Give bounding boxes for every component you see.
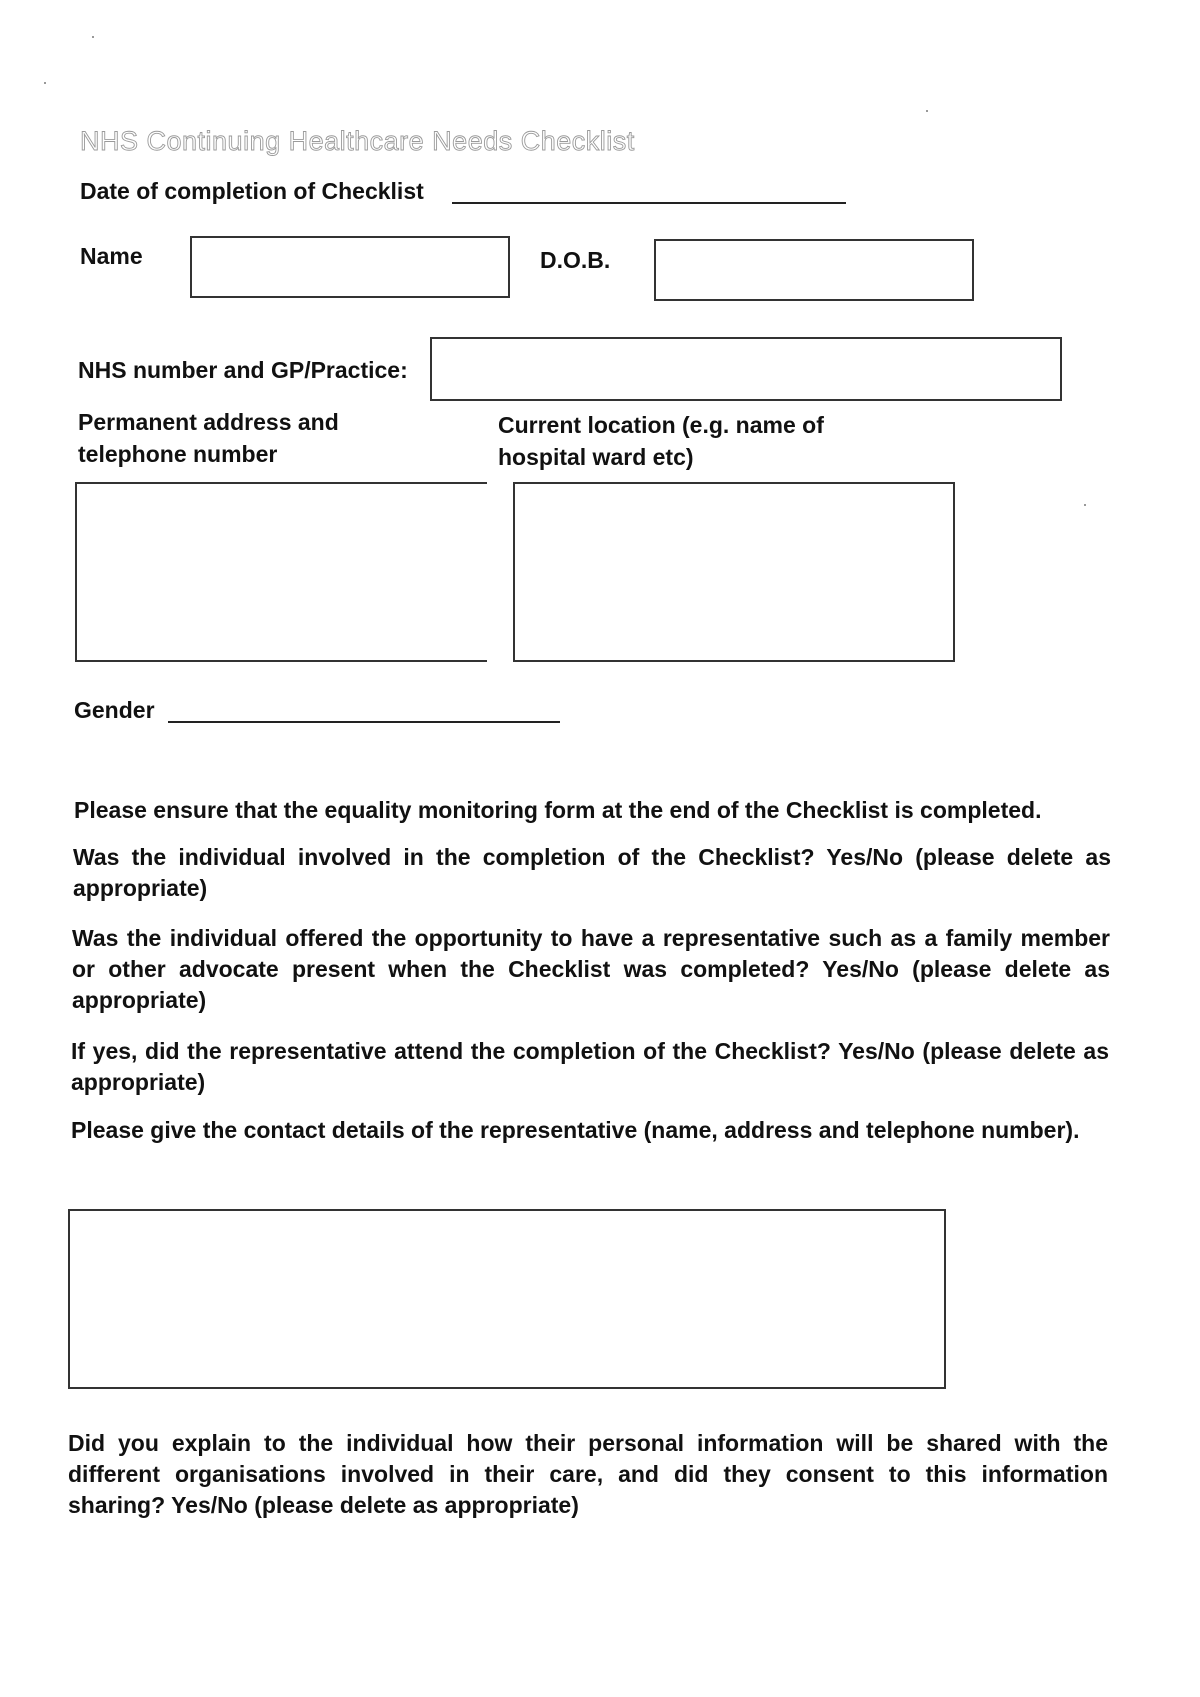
location-label-line2: hospital ward etc) xyxy=(498,444,694,470)
representative-contact-field[interactable] xyxy=(68,1209,946,1389)
page-title: NHS Continuing Healthcare Needs Checklist xyxy=(80,126,635,156)
consent-question: Did you explain to the individual how their personal information will be shared with the different organisations involved in their care, and did they consent to this information sharing? Yes/No (please delete as appropriate) xyxy=(68,1430,1108,1518)
gender-label: Gender xyxy=(74,697,155,723)
date-field[interactable] xyxy=(452,202,846,204)
location-label-line1: Current location (e.g. name of xyxy=(498,412,824,438)
scan-speck xyxy=(92,36,94,38)
dob-field[interactable] xyxy=(654,239,974,301)
scan-speck xyxy=(1084,504,1086,506)
scan-speck xyxy=(44,82,46,84)
scan-speck xyxy=(926,110,928,112)
nhs-field[interactable] xyxy=(430,337,1062,401)
dob-label: D.O.B. xyxy=(540,247,611,273)
location-label xyxy=(498,409,824,473)
location-field[interactable] xyxy=(513,482,955,662)
representative-attended-question: If yes, did the representative attend the completion of the Checklist? Yes/No (please delete as appropriate) xyxy=(71,1038,1109,1095)
name-field[interactable] xyxy=(190,236,510,298)
representative-offered-question: Was the individual offered the opportunity to have a representative such as a family member or other advocate present when the Checklist was completed? Yes/No (please delete as appropriate) xyxy=(72,925,1110,1013)
equality-note: Please ensure that the equality monitoring form at the end of the Checklist is completed. xyxy=(74,797,1042,823)
involved-question: Was the individual involved in the completion of the Checklist? Yes/No (please delete as appropriate) xyxy=(73,844,1111,901)
address-label xyxy=(78,406,339,470)
address-label-line2: telephone number xyxy=(78,441,278,467)
contact-details-prompt: Please give the contact details of the representative (name, address and telephone number). xyxy=(71,1117,1080,1143)
date-label: Date of completion of Checklist xyxy=(80,178,424,204)
address-label-line1: Permanent address and xyxy=(78,409,339,435)
gender-field[interactable] xyxy=(168,721,560,723)
nhs-label: NHS number and GP/Practice: xyxy=(78,357,408,383)
address-field[interactable] xyxy=(75,482,487,662)
name-label: Name xyxy=(80,243,143,269)
